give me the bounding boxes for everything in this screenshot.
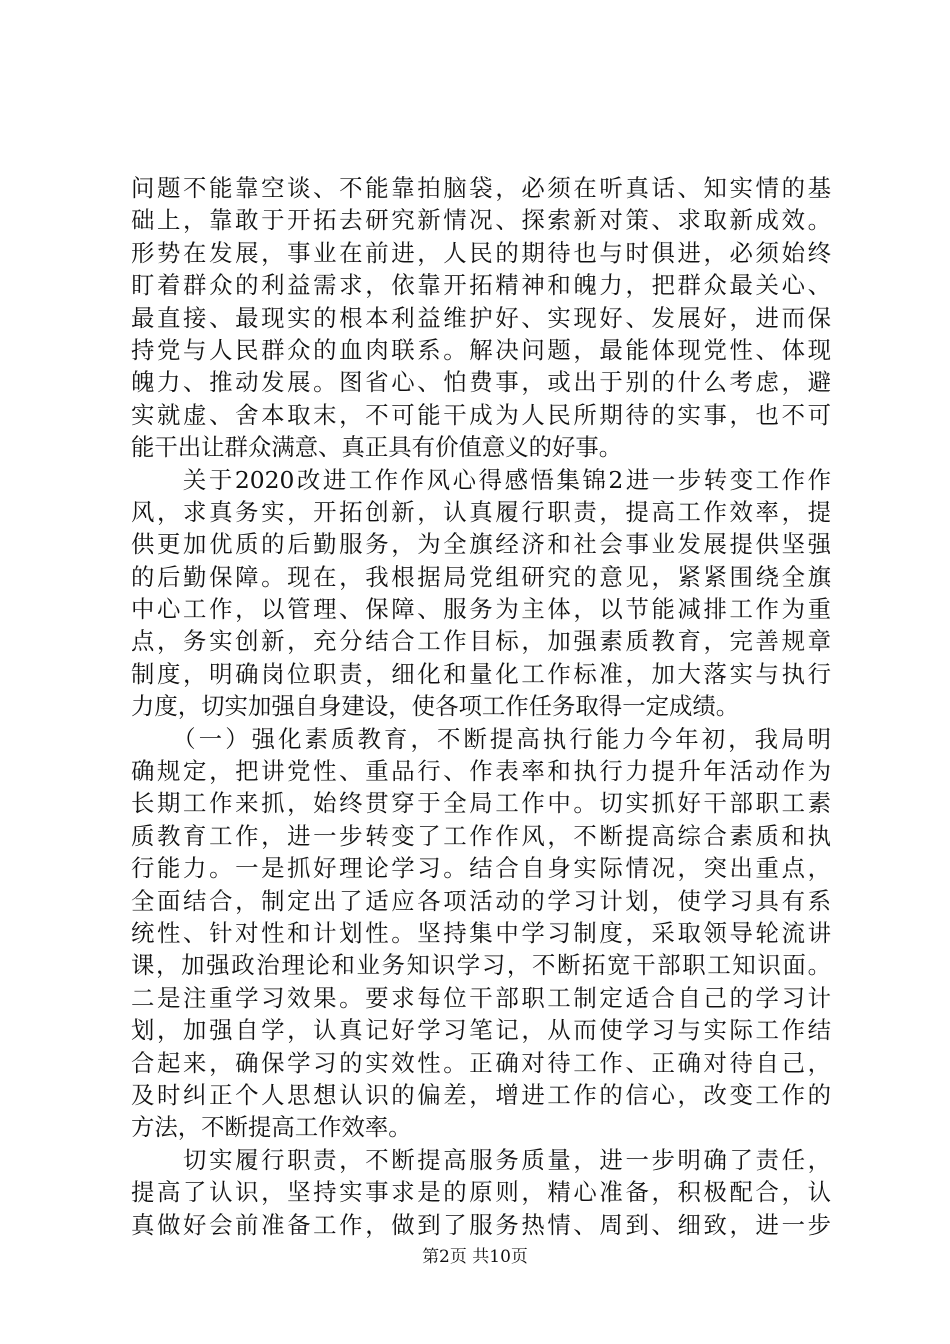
text-line: 实就虚、舍本取末，不可能干成为人民所期待的实事，也不可 <box>131 400 831 429</box>
document-body <box>131 172 831 1241</box>
text-line: 确规定，把讲党性、重品行、作表率和执行力提升年活动作为 <box>131 757 831 786</box>
text-line: 点，务实创新，充分结合工作目标，加强素质教育，完善规章 <box>131 627 831 656</box>
text-line: 盯着群众的利益需求，依靠开拓精神和魄力，把群众最关心、 <box>131 271 831 300</box>
text-line: 长期工作来抓，始终贯穿于全局工作中。切实抓好干部职工素 <box>131 789 831 818</box>
text-line: 划，加强自学，认真记好学习笔记，从而使学习与实际工作结 <box>131 1016 831 1045</box>
text-line: 真做好会前准备工作，做到了服务热情、周到、细致，进一步 <box>131 1210 831 1239</box>
text-line: 统性、针对性和计划性。坚持集中学习制度，采取领导轮流讲 <box>131 918 831 947</box>
text-line: 的后勤保障。现在，我根据局党组研究的意见，紧紧围绕全旗 <box>131 562 831 591</box>
text-line: 方法，不断提高工作效率。 <box>131 1113 412 1142</box>
text-line: 行能力。一是抓好理论学习。结合自身实际情况，突出重点， <box>131 854 831 883</box>
text-line: 关于2020改进工作作风心得感悟集锦2进一步转变工作作 <box>131 465 831 494</box>
text-line: 力度，切实加强自身建设，使各项工作任务取得一定成绩。 <box>131 692 740 721</box>
page-number: 第2页 共10页 <box>422 1247 528 1267</box>
text-line: 最直接、最现实的根本利益维护好、实现好、发展好，进而保 <box>131 303 831 332</box>
text-line: 风，求真务实，开拓创新，认真履行职责，提高工作效率，提 <box>131 497 831 526</box>
text-line: （一）强化素质教育，不断提高执行能力今年初，我局明 <box>131 724 831 753</box>
text-line: 形势在发展，事业在前进，人民的期待也与时俱进，必须始终 <box>131 238 831 267</box>
text-line: 合起来，确保学习的实效性。正确对待工作、正确对待自己， <box>131 1048 831 1077</box>
text-line: 持党与人民群众的血肉联系。解决问题，最能体现党性、体现 <box>131 335 831 364</box>
text-line: 能干出让群众满意、真正具有价值意义的好事。 <box>131 433 623 462</box>
text-line: 础上，靠敢于开拓去研究新情况、探索新对策、求取新成效。 <box>131 206 831 235</box>
text-line: 问题不能靠空谈、不能靠拍脑袋，必须在听真话、知实情的基 <box>131 174 831 202</box>
text-line: 切实履行职责，不断提高服务质量，进一步明确了责任， <box>131 1145 831 1174</box>
text-line: 供更加优质的后勤服务，为全旗经济和社会事业发展提供坚强 <box>131 530 831 559</box>
text-line: 及时纠正个人思想认识的偏差，增进工作的信心，改变工作的 <box>131 1080 831 1109</box>
text-line: 质教育工作，进一步转变了工作作风，不断提高综合素质和执 <box>131 821 831 850</box>
text-line: 制度，明确岗位职责，细化和量化工作标准，加大落实与执行 <box>131 659 831 688</box>
text-line: 全面结合，制定出了适应各项活动的学习计划，使学习具有系 <box>131 886 831 915</box>
text-line: 魄力、推动发展。图省心、怕费事，或出于别的什么考虑，避 <box>131 368 831 397</box>
text-line: 提高了认识，坚持实事求是的原则，精心准备，积极配合，认 <box>131 1178 831 1207</box>
text-line: 二是注重学习效果。要求每位干部职工制定适合自己的学习计 <box>131 983 831 1012</box>
text-line: 中心工作，以管理、保障、服务为主体，以节能减排工作为重 <box>131 595 831 624</box>
text-line: 课，加强政治理论和业务知识学习，不断拓宽干部职工知识面。 <box>131 951 831 980</box>
